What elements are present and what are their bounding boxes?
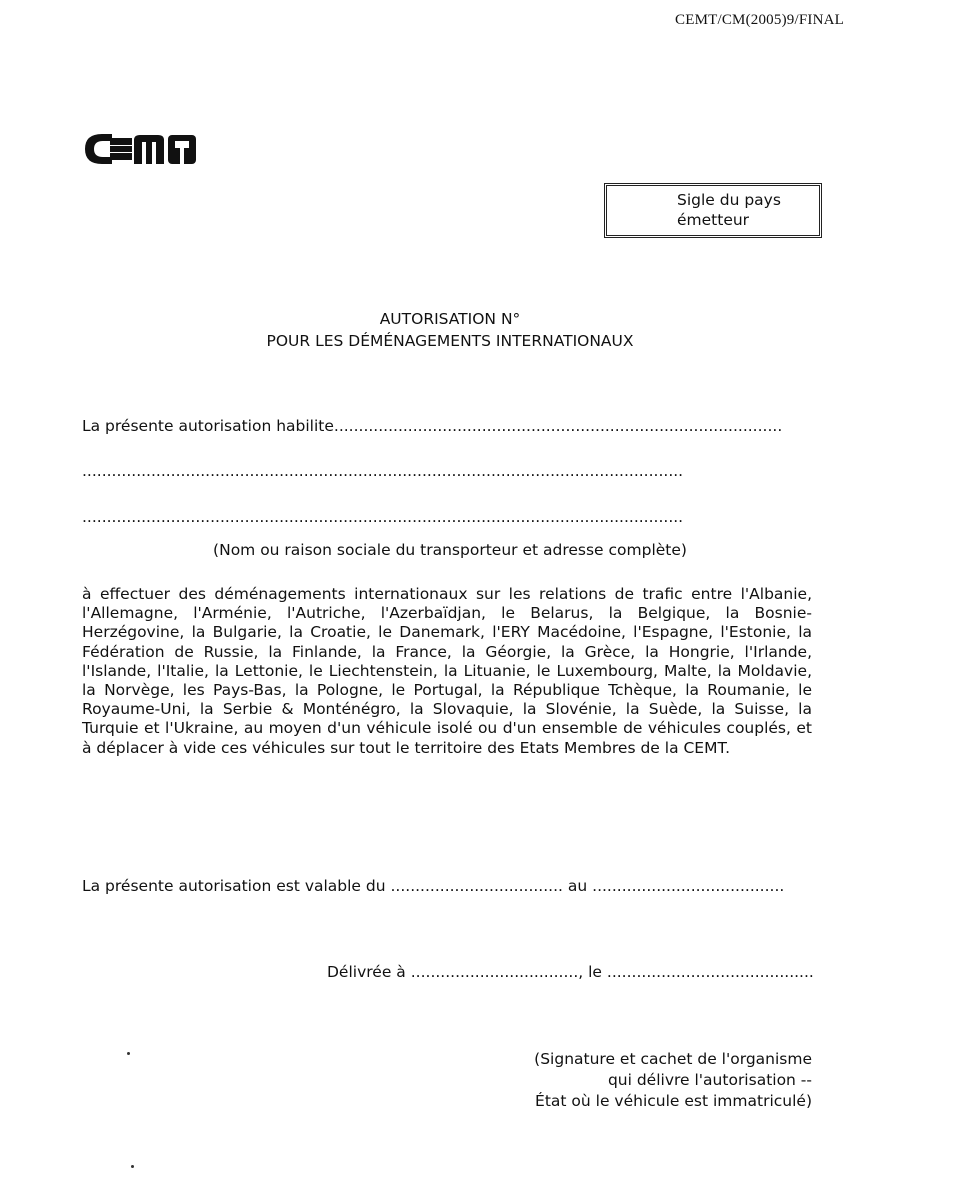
issued-dots: .................................., (410, 963, 584, 981)
authorization-subtitle: POUR LES DÉMÉNAGEMENTS INTERNATIONAUX (266, 332, 634, 350)
issued-line (327, 963, 817, 981)
habilite-line (82, 417, 812, 435)
date-dots: .......................................... (606, 963, 814, 981)
valid-label: La présente autorisation est valable du (82, 877, 386, 895)
valid-to-dots: ....................................... (592, 877, 785, 895)
signature-line2: qui délivre l'autorisation -- (607, 1071, 812, 1089)
issuing-country-box (604, 183, 822, 238)
scan-speck (127, 1052, 130, 1055)
habilite-dots: ........................................................................................... (333, 417, 783, 435)
authorization-number-title: AUTORISATION N° (379, 310, 521, 328)
valid-to-label: au (567, 877, 588, 895)
signature-block (534, 1049, 812, 1112)
scan-speck (131, 1165, 134, 1168)
dots-line-3: .......................................................................................................................... (82, 508, 684, 526)
validity-line (82, 877, 812, 895)
signature-line1: (Signature et cachet de l'organisme (534, 1050, 812, 1068)
document-reference: CEMT/CM(2005)9/FINAL (675, 12, 844, 28)
issued-label: Délivrée à (327, 963, 406, 981)
date-label: le (588, 963, 602, 981)
dots-line-2: .......................................................................................................................... (82, 462, 684, 480)
valid-from-dots: ................................... (390, 877, 563, 895)
cemt-logo (82, 131, 200, 167)
habilite-label: La présente autorisation habilite (82, 417, 334, 435)
country-box-line1: Sigle du pays (677, 191, 781, 209)
authorization-body: à effectuer des déménagements internationaux sur les relations de trafic entre l'Albanie, l'Allemagne, l'Arménie, l'Autriche, l'Azerbaïdjan, le Belarus, la Belgique, la Bosnie-Herzégovine, la Bulgarie, la Croatie, le Danemark, l'ERY Macédoine, l'Espagne, l'Estonie, la Fédération de Russie, la Finlande, la France, la Géorgie, la Grèce, la Hongrie, l'Irlande, l'Islande, l'Italie, la Lettonie, le Liechtenstein, la Lituanie, le Luxembourg, Malte, la Moldavie, la Norvège, les Pays-Bas, la Pologne, le Portugal, la République Tchèque, la Roumanie, le Royaume-Uni, la Serbie & Monténégro, la Slovaquie, la Slovénie, la Suède, la Suisse, la Turquie et l'Ukraine, au moyen d'un véhicule isolé ou d'un ensemble de véhicules couplés, et à déplacer à vide ces véhicules sur tout le territoire des Etats Membres de la CEMT. (82, 585, 812, 757)
signature-line3: État où le véhicule est immatriculé) (535, 1092, 812, 1110)
carrier-caption: (Nom ou raison sociale du transporteur et adresse complète) (213, 541, 687, 559)
country-box-line2: émetteur (677, 211, 750, 229)
